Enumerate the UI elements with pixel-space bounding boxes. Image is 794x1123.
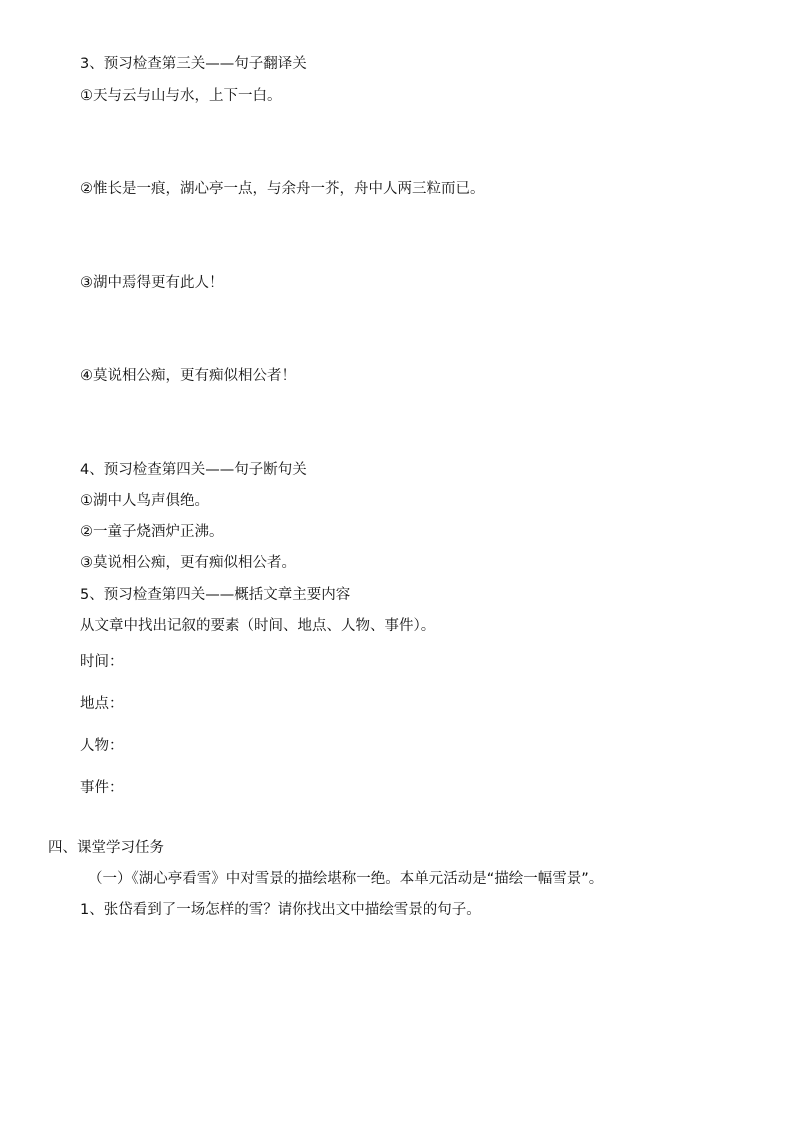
translation-item-2: ②惟长是一痕，湖心亭一点，与余舟一芥，舟中人两三粒而已。: [80, 181, 485, 197]
field-place: 地点：: [80, 696, 124, 712]
part-4-intro: （一）《湖心亭看雪》中对雪景的描绘堪称一绝。本单元活动是“描绘一幅雪景”。: [88, 871, 604, 887]
punctuation-item-3: ③莫说相公痴，更有痴似相公者。: [80, 555, 296, 571]
translation-item-3: ③湖中焉得更有此人！: [80, 275, 224, 291]
section-5-heading: 5、预习检查第四关——概括文章主要内容: [80, 587, 351, 603]
field-event: 事件：: [80, 780, 124, 796]
field-people: 人物：: [80, 738, 124, 754]
translation-item-1: ①天与云与山与水，上下一白。: [80, 88, 282, 104]
question-1: 1、张岱看到了一场怎样的雪？请你找出文中描绘雪景的句子。: [80, 902, 481, 918]
punctuation-item-1: ①湖中人鸟声俱绝。: [80, 493, 209, 509]
punctuation-item-2: ②一童子烧酒炉正沸。: [80, 524, 224, 540]
translation-item-4: ④莫说相公痴，更有痴似相公者！: [80, 368, 296, 384]
section-3-heading: 3、预习检查第三关——句子翻译关: [80, 56, 307, 72]
field-time: 时间：: [80, 654, 124, 670]
section-4-heading: 4、预习检查第四关——句子断句关: [80, 462, 307, 478]
section-5-instruction: 从文章中找出记叙的要素（时间、地点、人物、事件）。: [80, 618, 436, 634]
part-4-heading: 四、课堂学习任务: [48, 840, 164, 856]
